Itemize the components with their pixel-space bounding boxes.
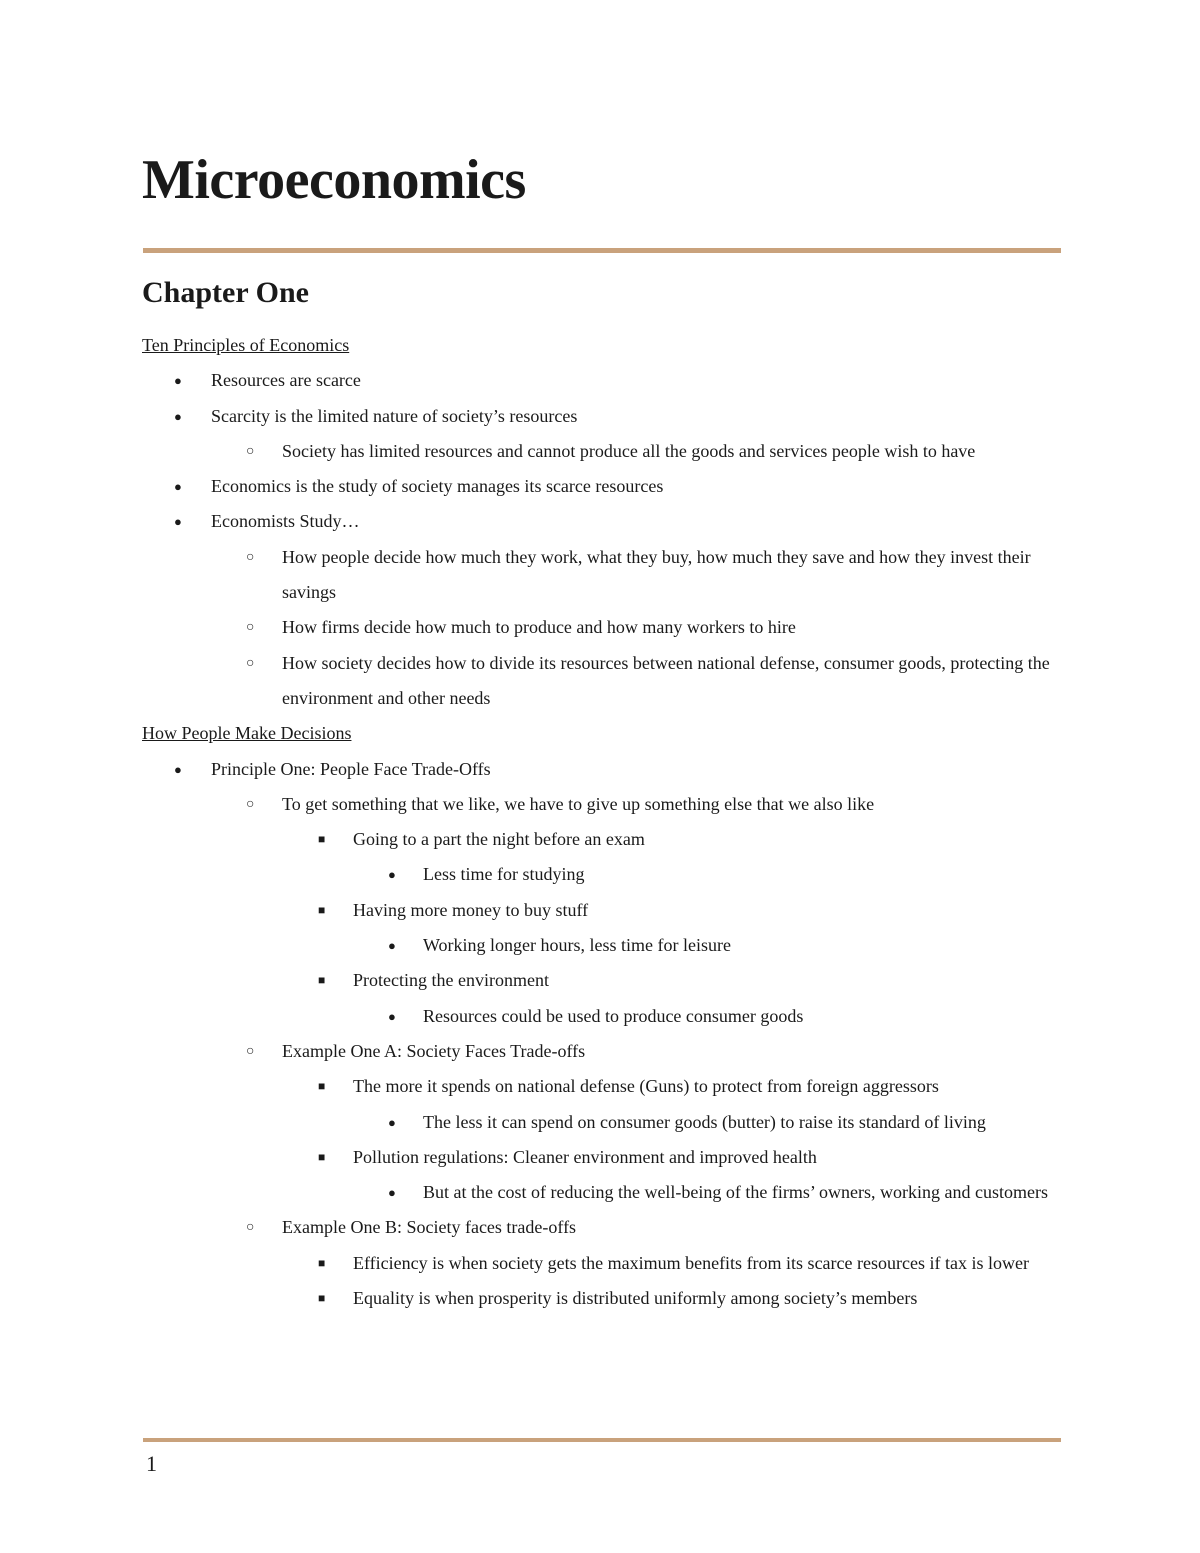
list-item xyxy=(142,610,1062,645)
list-item-text: How firms decide how much to produce and how many workers to hire xyxy=(282,617,796,638)
list-item xyxy=(142,434,1062,469)
list-item-text: The more it spends on national defense (Guns) to protect from foreign aggressors xyxy=(353,1076,939,1097)
square-bullet-icon: ■ xyxy=(318,832,326,847)
square-bullet-icon: ■ xyxy=(318,1255,326,1270)
bullet-icon: ● xyxy=(388,1185,396,1201)
list-item-text: The less it can spend on consumer goods (butter) to raise its standard of living xyxy=(423,1111,986,1132)
list-item-text: To get something that we like, we have to give up something else that we also like xyxy=(282,793,875,814)
list-item xyxy=(142,1105,1062,1140)
list-item-text: Resources could be used to produce consumer goods xyxy=(423,1005,804,1026)
chapter-heading: Chapter One xyxy=(142,276,309,309)
bullet-icon: ● xyxy=(174,761,182,777)
list-item xyxy=(142,999,1062,1034)
circle-bullet-icon: ○ xyxy=(246,620,255,636)
list-item-text: Society has limited resources and cannot produce all the goods and services people wish to have xyxy=(282,440,976,461)
bullet-icon: ● xyxy=(174,408,182,424)
page-title: Microeconomics xyxy=(142,149,526,211)
list-item xyxy=(142,787,1062,822)
list-item-text: How society decides how to divide its resources between national defense, consumer goods, protecting the environment and other needs xyxy=(282,652,1050,708)
square-bullet-icon: ■ xyxy=(318,1079,326,1094)
bullet-icon: ● xyxy=(388,867,396,883)
list-item xyxy=(142,1175,1062,1210)
square-bullet-icon: ■ xyxy=(318,1149,326,1164)
list-item-text: Economics is the study of society manages its scarce resources xyxy=(211,476,664,497)
list-item-text: Working longer hours, less time for leisure xyxy=(423,935,731,956)
title-divider xyxy=(143,248,1061,253)
bullet-icon: ● xyxy=(174,514,182,530)
bullet-icon: ● xyxy=(174,373,182,389)
page-number: 1 xyxy=(146,1451,157,1476)
list-item-text: Principle One: People Face Trade-Offs xyxy=(211,758,491,779)
list-item xyxy=(142,646,1062,717)
list-item xyxy=(142,540,1062,611)
list-item xyxy=(142,1034,1062,1069)
list-item-text: Having more money to buy stuff xyxy=(353,899,589,920)
list-item-text: Resources are scarce xyxy=(211,370,361,391)
list-item-text: Example One A: Society Faces Trade-offs xyxy=(282,1040,586,1061)
list-item-text: Efficiency is when society gets the maximum benefits from its scarce resources if tax is lower xyxy=(353,1252,1029,1273)
list-item xyxy=(142,469,1062,504)
list-item xyxy=(142,963,1062,998)
list-item xyxy=(142,399,1062,434)
circle-bullet-icon: ○ xyxy=(246,549,255,565)
list-item-text: Economists Study… xyxy=(211,511,360,532)
bullet-list xyxy=(142,752,1062,1317)
list-item xyxy=(142,752,1062,787)
list-item xyxy=(142,1140,1062,1175)
list-item xyxy=(142,928,1062,963)
list-item-text: But at the cost of reducing the well-being of the firms’ owners, working and customers xyxy=(423,1182,1049,1203)
bullet-icon: ● xyxy=(388,1008,396,1024)
section-heading: How People Make Decisions xyxy=(142,723,352,744)
circle-bullet-icon: ○ xyxy=(246,443,255,459)
bullet-icon: ● xyxy=(388,1114,396,1130)
list-item-text: How people decide how much they work, what they buy, how much they save and how they invest their savings xyxy=(282,546,1031,603)
list-item-text: Equality is when prosperity is distributed uniformly among society’s members xyxy=(353,1288,918,1309)
circle-bullet-icon: ○ xyxy=(246,655,255,671)
list-item xyxy=(142,504,1062,539)
notes-content xyxy=(142,328,1062,1316)
list-item xyxy=(142,822,1062,857)
square-bullet-icon: ■ xyxy=(318,973,326,988)
list-item-text: Example One B: Society faces trade-offs xyxy=(282,1217,577,1238)
list-item xyxy=(142,1281,1062,1316)
circle-bullet-icon: ○ xyxy=(246,1043,255,1059)
list-item xyxy=(142,1069,1062,1104)
bullet-icon: ● xyxy=(388,938,396,954)
list-item-text: Scarcity is the limited nature of society’s resources xyxy=(211,405,578,426)
list-item-text: Less time for studying xyxy=(423,864,585,885)
list-item xyxy=(142,857,1062,892)
bullet-list xyxy=(142,363,1062,716)
footer-divider xyxy=(143,1438,1061,1442)
list-item-text: Pollution regulations: Cleaner environment and improved health xyxy=(353,1146,817,1167)
square-bullet-icon: ■ xyxy=(318,902,326,917)
circle-bullet-icon: ○ xyxy=(246,796,255,812)
list-item xyxy=(142,1210,1062,1245)
list-item xyxy=(142,1246,1062,1281)
list-item xyxy=(142,893,1062,928)
bullet-icon: ● xyxy=(174,479,182,495)
list-item-text: Protecting the environment xyxy=(353,970,549,991)
square-bullet-icon: ■ xyxy=(318,1291,326,1306)
list-item xyxy=(142,363,1062,398)
section-heading: Ten Principles of Economics xyxy=(142,335,350,355)
list-item-text: Going to a part the night before an exam xyxy=(353,829,645,850)
circle-bullet-icon: ○ xyxy=(246,1220,255,1236)
